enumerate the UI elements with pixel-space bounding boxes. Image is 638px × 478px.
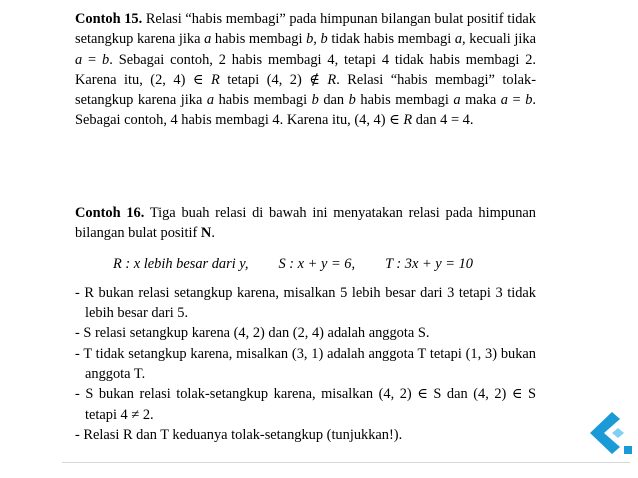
var: a: [204, 31, 212, 48]
text: , kecuali jika: [462, 31, 536, 48]
text: tidak habis membagi: [327, 31, 455, 48]
var: a: [500, 92, 508, 109]
example-16: [75, 203, 536, 445]
text: dan: [318, 92, 349, 109]
bullet-item: - T tidak setangkup karena, misalkan (3, 1) adalah anggota T tetapi (1, 3) bukan anggota T.: [75, 345, 536, 383]
example-15-title: Contoh 15.: [75, 11, 143, 27]
var: b: [311, 92, 319, 109]
example-16-title: Contoh 16.: [75, 205, 145, 221]
text: tetapi (4, 2) ∉: [219, 71, 328, 88]
relation-s: S : x + y = 6,: [278, 255, 356, 272]
var: a: [454, 31, 463, 48]
var: R: [211, 71, 220, 88]
var: a: [75, 51, 83, 68]
var: a: [453, 92, 461, 109]
example-16-intro: [75, 203, 536, 244]
text: Relasi “habis membagi” pada himpunan bilangan bulat positif tidak setangkup karena jika: [75, 11, 536, 48]
text: dan 4 = 4.: [412, 112, 474, 129]
var: b: [525, 92, 533, 109]
logo-diamond: [612, 428, 624, 438]
example-15: [75, 9, 536, 131]
text: . Sebagai contoh, 2 habis membagi 4, tetapi 4 tidak habis membagi 2. Karena itu, (2, 4) ∈: [75, 51, 536, 88]
bullet-item: - Relasi R dan T keduanya tolak-setangkup (tunjukkan!).: [75, 426, 403, 443]
bullet-item: - S bukan relasi tolak-setangkup karena, misalkan (4, 2) ∈ S dan (4, 2) ∈ S tetapi 4 ≠ 2.: [75, 386, 536, 423]
text: habis membagi: [355, 92, 454, 109]
chevron-logo-icon: [590, 410, 632, 456]
var: R: [327, 71, 337, 88]
text: maka: [460, 92, 501, 109]
var: b: [320, 31, 328, 48]
bullet-item: - R bukan relasi setangkup karena, misalkan 5 lebih besar dari 3 tetapi 3 tidak lebih besar dari 5.: [75, 284, 536, 322]
text: . Relasi “habis membagi” tolak-setangkup karena jika: [75, 71, 536, 109]
var: b: [348, 92, 356, 109]
text: ,: [313, 31, 321, 48]
bullet-item: - S relasi setangkup karena (4, 2) dan (2, 4) adalah anggota S.: [75, 325, 430, 342]
text: habis membagi: [214, 92, 312, 109]
text: Tiga buah relasi di bawah ini menyatakan relasi pada himpunan bilangan bulat positif: [75, 205, 536, 242]
relations-row: [75, 254, 536, 274]
text: habis membagi: [211, 31, 307, 48]
relation-r: R : x lebih besar dari y,: [113, 255, 249, 272]
text: .: [211, 225, 215, 242]
logo-square: [624, 446, 632, 454]
var: a: [206, 92, 215, 109]
var: R: [403, 112, 413, 129]
footer-divider: [62, 462, 630, 463]
set-symbol: N: [200, 225, 212, 242]
var: b: [102, 51, 110, 68]
text: . Sebagai contoh, 4 habis membagi 4. Karena itu, (4, 4) ∈: [75, 92, 536, 129]
relation-t: T : 3x + y = 10: [385, 255, 473, 272]
text: =: [508, 92, 526, 109]
text: =: [82, 51, 103, 68]
var: b: [306, 31, 314, 48]
